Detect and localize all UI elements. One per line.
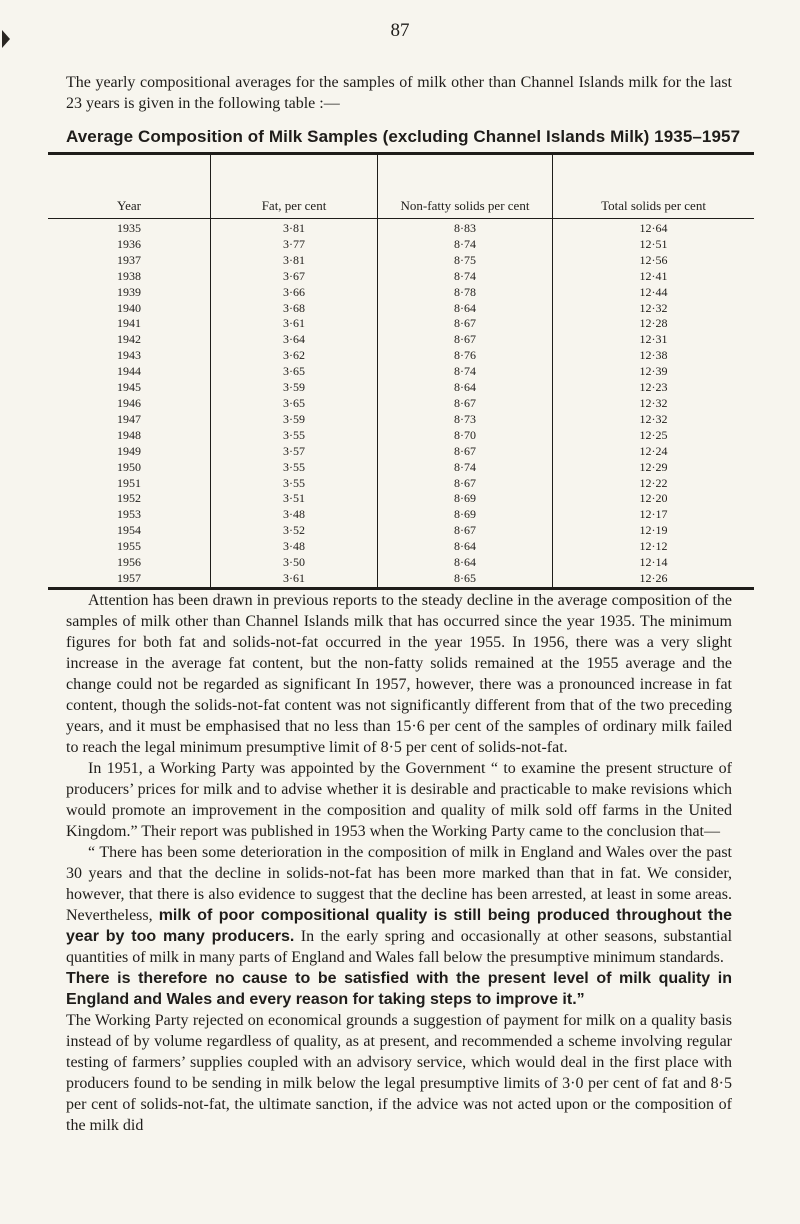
cell-fat: 3·81 (211, 219, 378, 237)
cell-non-fatty-solids: 8·74 (378, 460, 553, 476)
cell-year: 1946 (117, 395, 141, 410)
cell-year: 1942 (117, 332, 141, 347)
cell-fat: 3·59 (211, 412, 378, 428)
cell-total-solids: 12·32 (553, 301, 755, 317)
cell-fat: 3·64 (211, 332, 378, 348)
paragraph-decline: Attention has been drawn in previous reports to the steady decline in the average composition of the samples of milk other than Channel Islands milk that has occurred since the year 1935. The minimum figures for both fat and solids-not-fat occurred in the year 1955. In 1956, there was a very slight increase in the average fat content, but the non-fatty solids remained at the 1955 average and the change could not be regarded as significant In 1957, however, there was a pronounced increase in fat content, though the solids-not-fat content was not significantly different from that of the two preceding years, and it must be emphasised that no less than 15·6 per cent of the samples of ordinary milk failed to reach the legal minimum presumptive limit of 8·5 per cent of solids-not-fat. (66, 592, 732, 756)
cell-total-solids: 12·12 (553, 539, 755, 555)
table-row (48, 523, 754, 539)
cell-fat: 3·55 (211, 460, 378, 476)
cell-total-solids: 12·17 (553, 507, 755, 523)
page-number: 87 (390, 20, 410, 41)
composition-table (48, 152, 754, 590)
cell-year: 1956 (117, 555, 141, 570)
table-row (48, 219, 754, 237)
header-non-fatty-solids: Non-fatty solids per cent (378, 155, 553, 219)
quote-emphasis-2: There is therefore no cause to be satisfied with the present level of milk quality in England and Wales and every reason for taking steps to improve it.” (66, 970, 732, 1008)
header-year: Year (48, 155, 211, 219)
table-row (48, 285, 754, 301)
table-row (48, 396, 754, 412)
cell-total-solids: 12·32 (553, 412, 755, 428)
cell-fat: 3·51 (211, 491, 378, 507)
table-row (48, 301, 754, 317)
cell-year: 1937 (117, 252, 141, 267)
cell-fat: 3·59 (211, 380, 378, 396)
cell-non-fatty-solids: 8·67 (378, 332, 553, 348)
cell-year: 1948 (117, 427, 141, 442)
cell-non-fatty-solids: 8·83 (378, 219, 553, 237)
table-row (48, 380, 754, 396)
cell-year: 1953 (117, 507, 141, 522)
cell-fat: 3·48 (211, 539, 378, 555)
cell-total-solids: 12·32 (553, 396, 755, 412)
table-row (48, 237, 754, 253)
table-row (48, 476, 754, 492)
cell-total-solids: 12·51 (553, 237, 755, 253)
cell-total-solids: 12·24 (553, 444, 755, 460)
cell-total-solids: 12·38 (553, 348, 755, 364)
cell-total-solids: 12·26 (553, 571, 755, 587)
cell-total-solids: 12·20 (553, 491, 755, 507)
table-row (48, 364, 754, 380)
cell-total-solids: 12·25 (553, 428, 755, 444)
table-row (48, 539, 754, 555)
intro-text: The yearly compositional averages for the samples of milk other than Channel Islands milk for the last 23 years is given in the following table :— (66, 74, 732, 112)
header-fat: Fat, per cent (211, 155, 378, 219)
cell-fat: 3·61 (211, 316, 378, 332)
table-header-row (48, 155, 754, 219)
cell-year: 1955 (117, 539, 141, 554)
cell-fat: 3·50 (211, 555, 378, 571)
table-row (48, 269, 754, 285)
cell-non-fatty-solids: 8·74 (378, 237, 553, 253)
cell-year: 1941 (117, 316, 141, 331)
cell-non-fatty-solids: 8·76 (378, 348, 553, 364)
quote-part-c: In the early spring and occasionally at other seasons, substantial quantities of milk in many parts of England and Wales fall below the presumptive minimum standards. (66, 928, 733, 966)
cell-total-solids: 12·23 (553, 380, 755, 396)
cell-non-fatty-solids: 8·75 (378, 253, 553, 269)
table-row (48, 332, 754, 348)
table-row (48, 412, 754, 428)
table-row (48, 348, 754, 364)
cell-year: 1947 (117, 411, 141, 426)
cell-fat: 3·55 (211, 476, 378, 492)
cell-non-fatty-solids: 8·67 (378, 396, 553, 412)
cell-non-fatty-solids: 8·67 (378, 316, 553, 332)
cell-total-solids: 12·29 (553, 460, 755, 476)
cell-fat: 3·48 (211, 507, 378, 523)
cell-total-solids: 12·39 (553, 364, 755, 380)
cell-year: 1936 (117, 236, 141, 251)
cell-total-solids: 12·41 (553, 269, 755, 285)
cell-fat: 3·61 (211, 571, 378, 587)
table-row (48, 253, 754, 269)
cell-total-solids: 12·28 (553, 316, 755, 332)
cell-non-fatty-solids: 8·64 (378, 555, 553, 571)
cell-non-fatty-solids: 8·70 (378, 428, 553, 444)
cell-year: 1939 (117, 284, 141, 299)
cell-fat: 3·81 (211, 253, 378, 269)
cell-non-fatty-solids: 8·74 (378, 364, 553, 380)
cell-total-solids: 12·44 (553, 285, 755, 301)
body-text (66, 590, 732, 1136)
cell-fat: 3·55 (211, 428, 378, 444)
cell-non-fatty-solids: 8·64 (378, 380, 553, 396)
cell-year: 1943 (117, 348, 141, 363)
table-title: Average Composition of Milk Samples (excluding Channel Islands Milk) 1935–1957 (66, 127, 741, 146)
cell-non-fatty-solids: 8·64 (378, 301, 553, 317)
cell-fat: 3·52 (211, 523, 378, 539)
cell-non-fatty-solids: 8·67 (378, 444, 553, 460)
table-row (48, 491, 754, 507)
cell-year: 1949 (117, 443, 141, 458)
cell-year: 1952 (117, 491, 141, 506)
cell-non-fatty-solids: 8·64 (378, 539, 553, 555)
cell-non-fatty-solids: 8·69 (378, 507, 553, 523)
table-row (48, 444, 754, 460)
cell-fat: 3·67 (211, 269, 378, 285)
cell-non-fatty-solids: 8·67 (378, 476, 553, 492)
table-row (48, 555, 754, 571)
cell-year: 1945 (117, 380, 141, 395)
cell-total-solids: 12·31 (553, 332, 755, 348)
cell-total-solids: 12·22 (553, 476, 755, 492)
cell-non-fatty-solids: 8·73 (378, 412, 553, 428)
table-row (48, 316, 754, 332)
cell-fat: 3·57 (211, 444, 378, 460)
paragraph-quotation (66, 842, 732, 1010)
paragraph-working-party: In 1951, a Working Party was appointed by the Government “ to examine the present structure of producers’ prices for milk and to advise whether it is desirable and practicable to make revisions which would promote an improvement in the composition and quality of milk sold off farms in the United Kingdom.” Their report was published in 1953 when the Working Party came to the conclusion that— (66, 760, 732, 840)
cell-year: 1938 (117, 268, 141, 283)
cell-non-fatty-solids: 8·65 (378, 571, 553, 587)
cell-fat: 3·68 (211, 301, 378, 317)
cell-fat: 3·65 (211, 364, 378, 380)
cell-non-fatty-solids: 8·69 (378, 491, 553, 507)
cell-non-fatty-solids: 8·78 (378, 285, 553, 301)
quote-part-a: “ There has been some deterioration in the composition of milk in England and Wales over the past 30 years and that the decline in solids-not-fat has been more marked than that in fat. We consider, however, that there is also evidence to suggest that the decline has been arrested, at least in some areas. Nevertheless, (66, 844, 732, 924)
cell-fat: 3·65 (211, 396, 378, 412)
cell-non-fatty-solids: 8·74 (378, 269, 553, 285)
cell-year: 1950 (117, 459, 141, 474)
cell-total-solids: 12·64 (553, 219, 755, 237)
cell-total-solids: 12·14 (553, 555, 755, 571)
paragraph-rejection: The Working Party rejected on economical grounds a suggestion of payment for milk on a quality basis instead of by volume regardless of quality, as at present, and recommended a scheme involving regular testing of farmers’ supplies coupled with an advisory service, which would deal in the first place with producers found to be sending in milk below the legal presumptive limits of 3·0 per cent of fat and 8·5 per cent of solids-not-fat, the ultimate sanction, if the advice was not acted upon or the composition of the milk did (66, 1012, 732, 1134)
cell-total-solids: 12·19 (553, 523, 755, 539)
cell-non-fatty-solids: 8·67 (378, 523, 553, 539)
cell-year: 1954 (117, 523, 141, 538)
cell-year: 1951 (117, 475, 141, 490)
cell-fat: 3·66 (211, 285, 378, 301)
quote-emphasis-1: milk of poor compositional quality is still being produced throughout the year by too many producers. (66, 907, 733, 945)
cell-year: 1944 (117, 364, 141, 379)
cell-total-solids: 12·56 (553, 253, 755, 269)
cell-year: 1940 (117, 300, 141, 315)
cell-fat: 3·77 (211, 237, 378, 253)
table-row (48, 507, 754, 523)
table-row (48, 460, 754, 476)
table-row (48, 571, 754, 587)
intro-paragraph (66, 72, 732, 114)
cell-year: 1957 (117, 570, 141, 585)
header-total-solids: Total solids per cent (553, 155, 755, 219)
cell-fat: 3·62 (211, 348, 378, 364)
table-row (48, 428, 754, 444)
cell-year: 1935 (117, 221, 141, 235)
